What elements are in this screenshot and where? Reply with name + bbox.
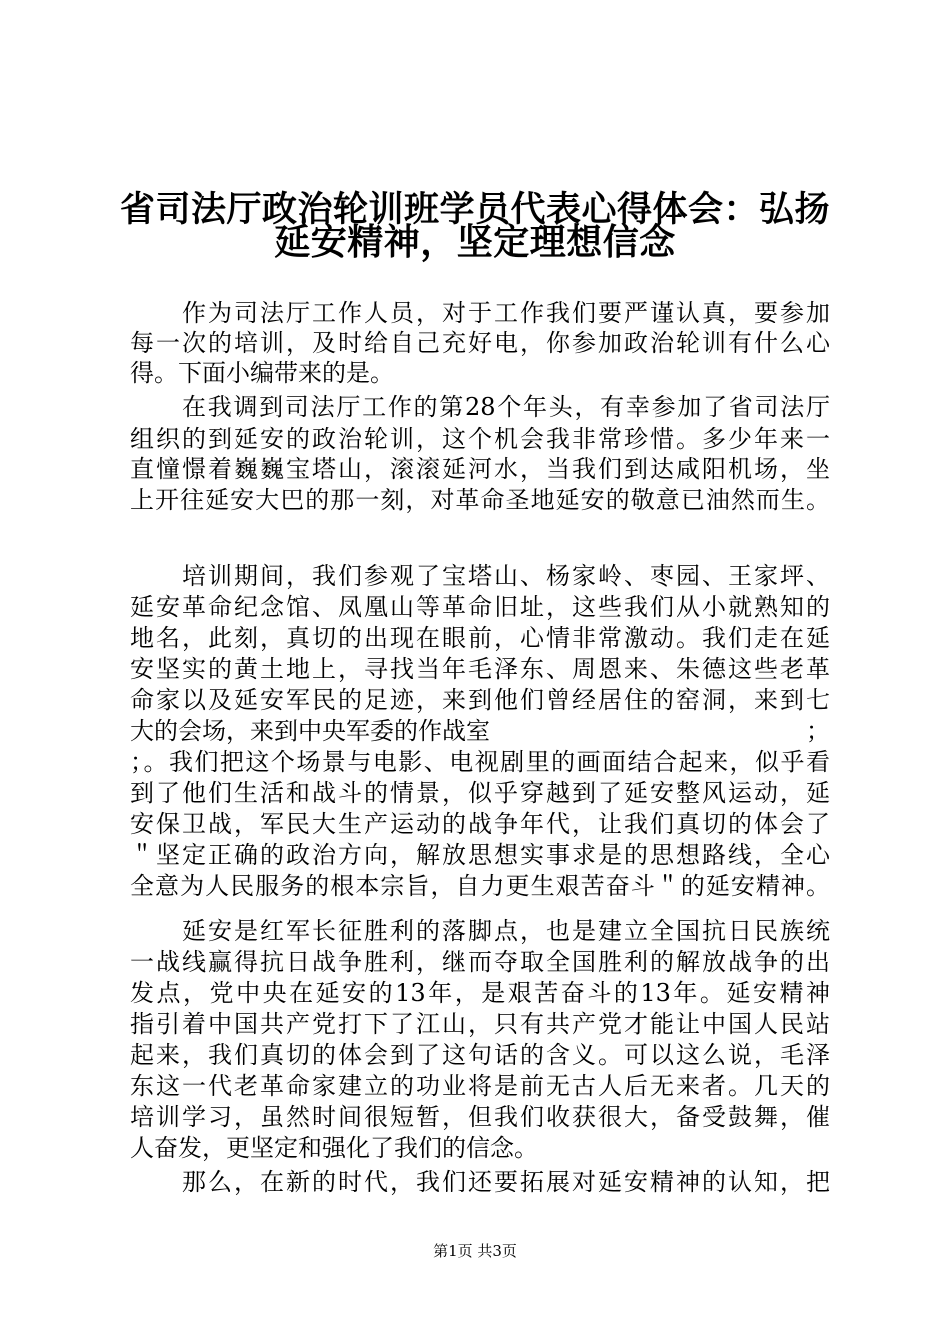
body-line: 作为司法厅工作人员，对于工作我们要严谨认真，要参加 <box>182 299 830 327</box>
page-footer: 第1页 共3页 <box>433 1242 517 1260</box>
body-line: 直憧憬着巍巍宝塔山，滚滚延河水，当我们到达咸阳机场，坐 <box>130 455 830 483</box>
body-line: 发点，党中央在延安的13年，是艰苦奋斗的13年。延安精神 <box>130 979 830 1007</box>
document-title-line-2: 延安精神，坚定理想信念 <box>274 221 676 263</box>
body-line: 到了他们生活和战斗的情景，似乎穿越到了延安整风运动，延 <box>130 779 830 807</box>
body-line: 每一次的培训，及时给自己充好电，你参加政治轮训有什么心 <box>130 329 830 357</box>
body-line: 地名，此刻，真切的出现在眼前，心情非常激动。我们走在延 <box>130 624 830 652</box>
body-line-trailing-semicolon: ； <box>806 717 830 745</box>
body-line: 那么，在新的时代，我们还要拓展对延安精神的认知，把 <box>182 1168 830 1196</box>
body-line: 得。下面小编带来的是。 <box>130 359 394 387</box>
document-title-line-1: 省司法厅政治轮训班学员代表心得体会：弘扬 <box>120 189 831 230</box>
body-line: 安保卫战，军民大生产运动的战争年代，让我们真切的体会了 <box>130 810 830 838</box>
body-line: 培训学习，虽然时间很短暂，但我们收获很大，备受鼓舞，催 <box>130 1103 830 1131</box>
body-line: 在我调到司法厅工作的第28个年头，有幸参加了省司法厅 <box>182 393 830 421</box>
body-line: 全意为人民服务的根本宗旨，自力更生艰苦奋斗＂的延安精神。 <box>130 872 830 900</box>
body-line: ＂坚定正确的政治方向，解放思想实事求是的思想路线，全心 <box>130 841 830 869</box>
body-line: 大的会场，来到中央军委的作战室 <box>130 717 490 745</box>
body-line: 组织的到延安的政治轮训，这个机会我非常珍惜。多少年来一 <box>130 425 830 453</box>
body-line: ；。我们把这个场景与电影、电视剧里的画面结合起来，似乎看 <box>130 748 830 776</box>
body-line: 指引着中国共产党打下了江山，只有共产党才能让中国人民站 <box>130 1010 830 1038</box>
body-line: 延安是红军长征胜利的落脚点，也是建立全国抗日民族统 <box>182 917 830 945</box>
body-line: 安坚实的黄土地上，寻找当年毛泽东、周恩来、朱德这些老革 <box>130 655 830 683</box>
body-line: 东这一代老革命家建立的功业将是前无古人后无来者。几天的 <box>130 1072 830 1100</box>
body-line: 一战线赢得抗日战争胜利，继而夺取全国胜利的解放战争的出 <box>130 948 830 976</box>
body-line: 命家以及延安军民的足迹，来到他们曾经居住的窑洞，来到七 <box>130 686 830 714</box>
body-line: 延安革命纪念馆、凤凰山等革命旧址，这些我们从小就熟知的 <box>130 593 830 621</box>
body-line: 上开往延安大巴的那一刻，对革命圣地延安的敬意已油然而生。 <box>130 486 830 514</box>
body-line: 人奋发，更坚定和强化了我们的信念。 <box>130 1134 538 1162</box>
body-line: 起来，我们真切的体会到了这句话的含义。可以这么说，毛泽 <box>130 1041 830 1069</box>
body-line: 培训期间，我们参观了宝塔山、杨家岭、枣园、王家坪、 <box>182 562 830 590</box>
